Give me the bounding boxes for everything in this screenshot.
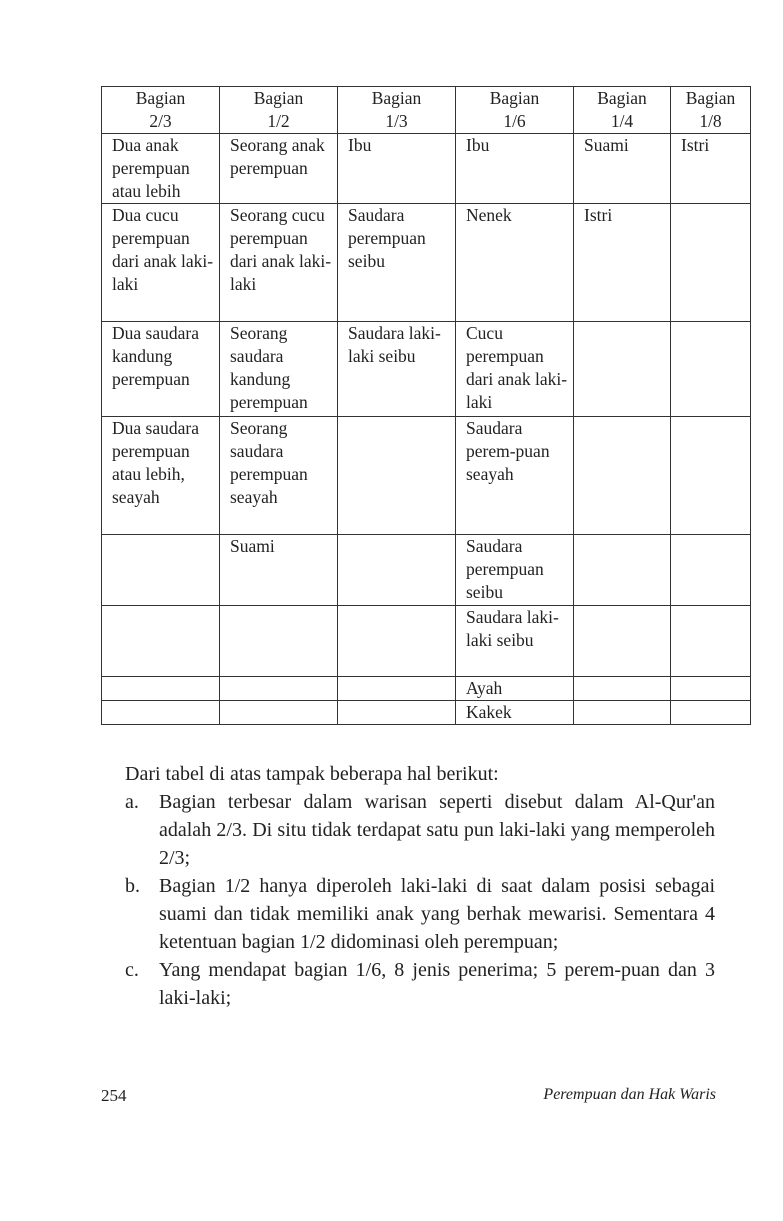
table-cell xyxy=(102,535,220,606)
table-cell xyxy=(338,677,456,701)
list-item xyxy=(101,788,715,872)
table-row xyxy=(102,701,751,725)
table-cell: Saudara perempuan seibu xyxy=(338,204,456,322)
table-row xyxy=(102,535,751,606)
table-cell: Kakek xyxy=(456,701,574,725)
table-cell xyxy=(574,535,671,606)
table-cell xyxy=(220,606,338,677)
table-cell xyxy=(102,701,220,725)
table-cell: Seorang saudara perempuan seayah xyxy=(220,417,338,535)
table-cell xyxy=(671,677,751,701)
table-cell: Dua saudara perempuan atau lebih, seayah xyxy=(102,417,220,535)
table-cell xyxy=(671,701,751,725)
table-cell: Dua anak perempuan atau lebih xyxy=(102,134,220,204)
page-number: 254 xyxy=(101,1086,127,1105)
table-header-row xyxy=(102,87,751,134)
table-cell: Ayah xyxy=(456,677,574,701)
table-cell: Suami xyxy=(574,134,671,204)
table-cell: Istri xyxy=(574,204,671,322)
header-share-1-4: Bagian 1/4 xyxy=(574,87,671,134)
table-cell xyxy=(574,322,671,417)
table-cell: Dua saudara kandung perempuan xyxy=(102,322,220,417)
table-cell xyxy=(338,417,456,535)
table-row xyxy=(102,417,751,535)
list-item-text: Yang mendapat bagian 1/6, 8 jenis penerima; 5 perem-puan dan 3 laki-laki; xyxy=(159,959,715,1009)
page-footer xyxy=(101,1086,716,1110)
running-title: Perempuan dan Hak Waris xyxy=(543,1086,716,1103)
table-cell xyxy=(102,606,220,677)
list-marker: c. xyxy=(125,959,139,981)
list-item xyxy=(101,956,715,1012)
list-marker: b. xyxy=(125,875,140,897)
header-share-1-3: Bagian 1/3 xyxy=(338,87,456,134)
list-item xyxy=(101,872,715,956)
table-cell xyxy=(671,417,751,535)
table-row xyxy=(102,677,751,701)
list-item-text: Bagian 1/2 hanya diperoleh laki-laki di saat dalam posisi sebagai suami dan tidak memiliki anak yang berhak mewarisi. Sementara 4 ketentuan bagian 1/2 didominasi oleh perempuan; xyxy=(159,875,715,953)
table-cell xyxy=(671,606,751,677)
table-cell xyxy=(338,701,456,725)
table-cell: Seorang anak perempuan xyxy=(220,134,338,204)
table-cell xyxy=(574,417,671,535)
header-share-1-2: Bagian 1/2 xyxy=(220,87,338,134)
intro-paragraph: Dari tabel di atas tampak beberapa hal berikut: xyxy=(125,763,499,785)
table-cell: Ibu xyxy=(338,134,456,204)
table-cell: Saudara perem-puan seayah xyxy=(456,417,574,535)
table-cell: Dua cucu perempuan dari anak laki-laki xyxy=(102,204,220,322)
table-cell: Nenek xyxy=(456,204,574,322)
table-row xyxy=(102,204,751,322)
table-cell xyxy=(220,701,338,725)
table-cell: Ibu xyxy=(456,134,574,204)
table-cell xyxy=(671,535,751,606)
table-cell: Saudara perempuan seibu xyxy=(456,535,574,606)
table-cell xyxy=(574,701,671,725)
table-cell: Saudara laki-laki seibu xyxy=(338,322,456,417)
table-cell: Cucu perempuan dari anak laki-laki xyxy=(456,322,574,417)
table-cell: Suami xyxy=(220,535,338,606)
header-share-1-6: Bagian 1/6 xyxy=(456,87,574,134)
table-cell xyxy=(574,606,671,677)
table-row xyxy=(102,606,751,677)
list-marker: a. xyxy=(125,791,139,813)
table-cell: Seorang saudara kandung perempuan xyxy=(220,322,338,417)
table-cell xyxy=(220,677,338,701)
inheritance-shares-table xyxy=(101,86,751,725)
table-cell: Saudara laki-laki seibu xyxy=(456,606,574,677)
table-row xyxy=(102,134,751,204)
table-cell: Seorang cucu perempuan dari anak laki-laki xyxy=(220,204,338,322)
header-share-2-3: Bagian 2/3 xyxy=(102,87,220,134)
list-item-text: Bagian terbesar dalam warisan seperti disebut dalam Al-Qur'an adalah 2/3. Di situ tidak terdapat satu pun laki-laki yang memperoleh 2/3; xyxy=(159,791,715,869)
table-cell xyxy=(574,677,671,701)
header-share-1-8: Bagian 1/8 xyxy=(671,87,751,134)
table-cell: Istri xyxy=(671,134,751,204)
table-cell xyxy=(102,677,220,701)
table-cell xyxy=(671,204,751,322)
table-cell xyxy=(671,322,751,417)
body-text xyxy=(101,760,715,1012)
table-cell xyxy=(338,535,456,606)
table-row xyxy=(102,322,751,417)
table-cell xyxy=(338,606,456,677)
findings-list xyxy=(101,788,715,1012)
